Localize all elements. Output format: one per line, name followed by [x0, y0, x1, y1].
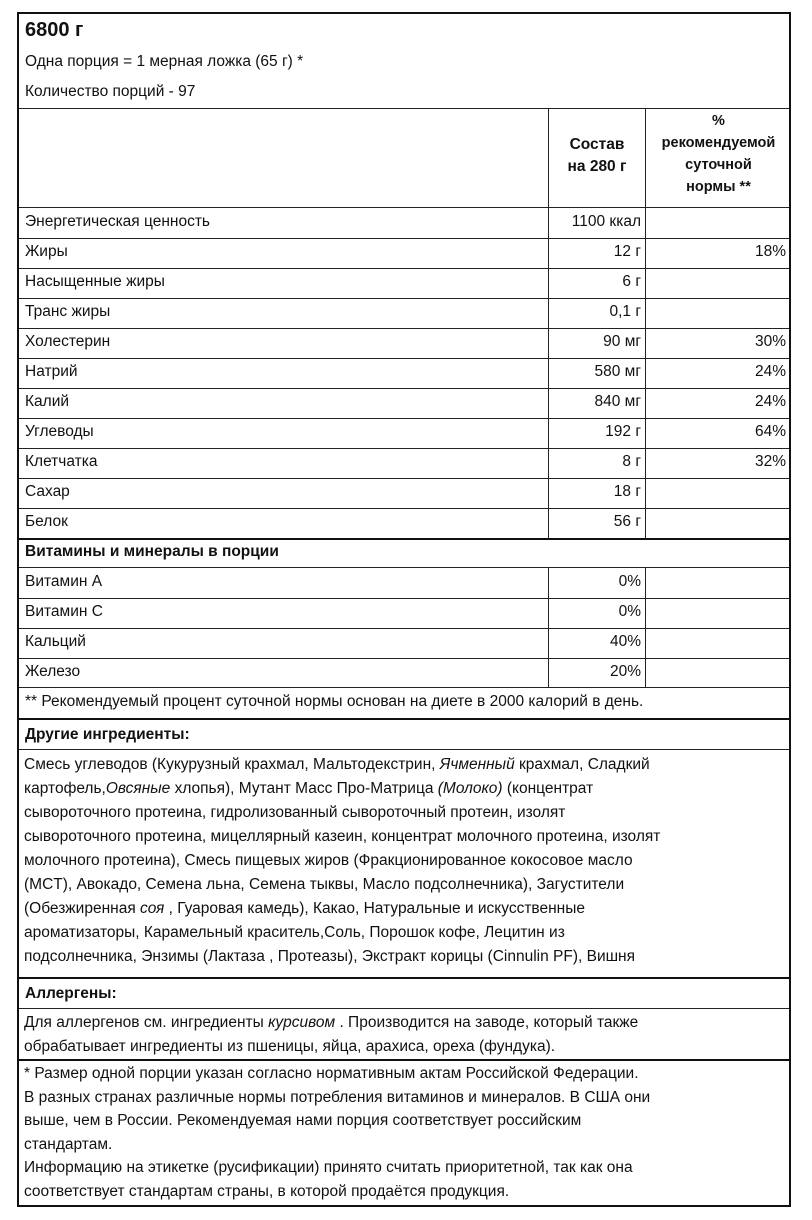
- nutrient-amount: 1100 ккал: [571, 213, 641, 230]
- text-run: ароматизаторы, Карамельный краситель,Соль, Порошок кофе, Лецитин из: [24, 924, 565, 941]
- nutrient-name: Сахар: [25, 483, 70, 500]
- row-divider: [19, 628, 789, 629]
- text-run: Для аллергенов см. ингредиенты: [24, 1014, 269, 1031]
- nutrient-amount: 0,1 г: [609, 303, 641, 320]
- vitamins-title: Витамины и минералы в порции: [25, 543, 279, 560]
- footnote-line: Информацию на этикетке (русификации) принято считать приоритетной, так как она: [24, 1159, 633, 1176]
- vitamin-amount: 0%: [618, 573, 641, 590]
- row-divider: [19, 268, 789, 269]
- dv-footnote: ** Рекомендуемый процент суточной нормы основан на диете в 2000 калорий в день.: [25, 693, 644, 710]
- nutrient-amount: 840 мг: [594, 393, 641, 410]
- nutrient-daily-value: 32%: [754, 453, 786, 470]
- divider: [19, 687, 789, 688]
- nutrient-name: Белок: [25, 513, 68, 530]
- section-divider: [19, 1059, 789, 1061]
- divider: [19, 207, 789, 208]
- text-run: подсолнечника, Энзимы (Лактаза , Протеазы), Экстракт корицы (Cinnulin PF), Вишня: [24, 948, 635, 965]
- nutrient-name: Углеводы: [25, 423, 94, 440]
- row-divider: [19, 418, 789, 419]
- text-line: [24, 1035, 555, 1059]
- text-line: [24, 801, 565, 825]
- italic-run: соя: [140, 900, 165, 917]
- text-run: (MCT), Авокадо, Семена льна, Семена тыквы, Масло подсолнечника), Загустители: [24, 876, 625, 893]
- nutrient-daily-value: 18%: [754, 243, 786, 260]
- footnote-line: В разных странах различные нормы потребления витаминов и минералов. В США они: [24, 1088, 651, 1106]
- section-divider: [19, 538, 789, 540]
- nutrient-amount: 90 мг: [603, 333, 641, 350]
- dv-header-line: %: [712, 113, 725, 129]
- text-line: [24, 849, 633, 873]
- footnote-line: * Размер одной порции указан согласно нормативным актам Российской Федерации.: [24, 1065, 639, 1082]
- text-run: крахмал, Сладкий: [514, 756, 650, 773]
- divider: [19, 108, 789, 109]
- vitamin-name: Витамин А: [25, 573, 103, 590]
- amount-column-header: [549, 134, 645, 178]
- section-divider: [19, 977, 789, 979]
- nutrient-name: Клетчатка: [25, 453, 98, 470]
- row-divider: [19, 328, 789, 329]
- text-run: Смесь углеводов (Кукурузный крахмал, Мальтодекстрин,: [24, 756, 440, 773]
- text-line: [24, 921, 565, 945]
- italic-run: Овсяные: [105, 780, 171, 797]
- text-run: сывороточного протеина, мицеллярный казеин, концентрат молочного протеина, изолят: [24, 828, 661, 845]
- nutrient-name: Насыщенные жиры: [25, 273, 165, 290]
- divider: [19, 567, 789, 568]
- italic-run: Ячменный: [439, 756, 515, 773]
- divider: [19, 749, 789, 750]
- row-divider: [19, 598, 789, 599]
- amount-header-line: Состав: [569, 136, 625, 153]
- nutrient-name: Транс жиры: [25, 303, 111, 320]
- row-divider: [19, 298, 789, 299]
- column-divider: [548, 567, 549, 687]
- package-weight: 6800 г: [25, 19, 84, 41]
- row-divider: [19, 658, 789, 659]
- nutrient-amount: 56 г: [613, 513, 641, 530]
- text-line: [24, 945, 635, 969]
- text-run: обрабатывает ингредиенты из пшеницы, яйца, арахиса, ореха (фундука).: [24, 1038, 556, 1055]
- text-line: [24, 777, 593, 801]
- italic-run: (Молоко): [437, 780, 503, 797]
- ingredients-title: Другие ингредиенты:: [25, 726, 190, 743]
- vitamin-name: Витамин С: [25, 603, 103, 620]
- vitamin-amount: 40%: [609, 633, 641, 650]
- servings-count: Количество порций - 97: [25, 83, 196, 100]
- nutrient-name: Калий: [25, 393, 70, 410]
- text-run: , Гуаровая камедь), Какао, Натуральные и искусственные: [164, 900, 585, 917]
- nutrition-label: [17, 12, 791, 1207]
- nutrient-amount: 8 г: [622, 453, 641, 470]
- text-run: хлопья), Мутант Масс Про-Матрица: [170, 780, 438, 797]
- text-run: . Производится на заводе, который также: [335, 1014, 639, 1031]
- divider: [19, 1008, 789, 1009]
- nutrient-amount: 18 г: [613, 483, 641, 500]
- row-divider: [19, 388, 789, 389]
- row-divider: [19, 448, 789, 449]
- dv-header-line: суточной: [685, 157, 752, 173]
- column-divider: [548, 108, 549, 539]
- nutrient-daily-value: 64%: [754, 423, 786, 440]
- dv-header-line: нормы **: [686, 179, 751, 195]
- text-run: картофель,: [24, 780, 106, 797]
- column-divider: [645, 108, 646, 539]
- dv-column-header: [646, 110, 791, 198]
- text-line: [24, 873, 624, 897]
- row-divider: [19, 358, 789, 359]
- text-line: [24, 897, 585, 921]
- footnote-line: выше, чем в России. Рекомендуемая нами порция соответствует российским: [24, 1112, 582, 1129]
- text-line: [24, 825, 660, 849]
- nutrient-amount: 6 г: [622, 273, 641, 290]
- nutrient-daily-value: 24%: [754, 393, 786, 410]
- nutrient-name: Жиры: [25, 243, 68, 260]
- text-line: [24, 1011, 638, 1035]
- nutrient-daily-value: 30%: [754, 333, 786, 350]
- vitamin-name: Кальций: [25, 633, 86, 650]
- nutrient-amount: 192 г: [605, 423, 641, 440]
- row-divider: [19, 238, 789, 239]
- nutrient-name: Энергетическая ценность: [25, 213, 210, 230]
- nutrient-name: Натрий: [25, 363, 78, 380]
- row-divider: [19, 478, 789, 479]
- nutrient-amount: 580 мг: [594, 363, 641, 380]
- italic-run: курсивом: [268, 1014, 336, 1031]
- vitamin-amount: 0%: [618, 603, 641, 620]
- column-divider: [645, 567, 646, 687]
- text-run: (Обезжиренная: [24, 900, 141, 917]
- serving-size: Одна порция = 1 мерная ложка (65 г) *: [25, 53, 304, 70]
- section-divider: [19, 718, 789, 720]
- dv-header-line: рекомендуемой: [661, 135, 776, 151]
- text-run: сывороточного протеина, гидролизованный сывороточный протеин, изолят: [24, 804, 566, 821]
- nutrient-name: Холестерин: [25, 333, 111, 350]
- text-line: [24, 753, 650, 777]
- footnote-line: соответствует стандартам страны, в которой продаётся продукция.: [24, 1182, 510, 1200]
- footnote-line: стандартам.: [24, 1135, 113, 1153]
- allergens-title: Аллергены:: [25, 985, 117, 1002]
- vitamin-amount: 20%: [609, 663, 641, 680]
- text-run: (концентрат: [502, 780, 594, 797]
- nutrient-daily-value: 24%: [754, 363, 786, 380]
- text-run: молочного протеина), Смесь пищевых жиров (Фракционированное кокосовое масло: [24, 852, 633, 869]
- amount-header-line: на 280 г: [567, 158, 627, 175]
- vitamin-name: Железо: [25, 663, 81, 680]
- nutrient-amount: 12 г: [613, 243, 641, 260]
- row-divider: [19, 508, 789, 509]
